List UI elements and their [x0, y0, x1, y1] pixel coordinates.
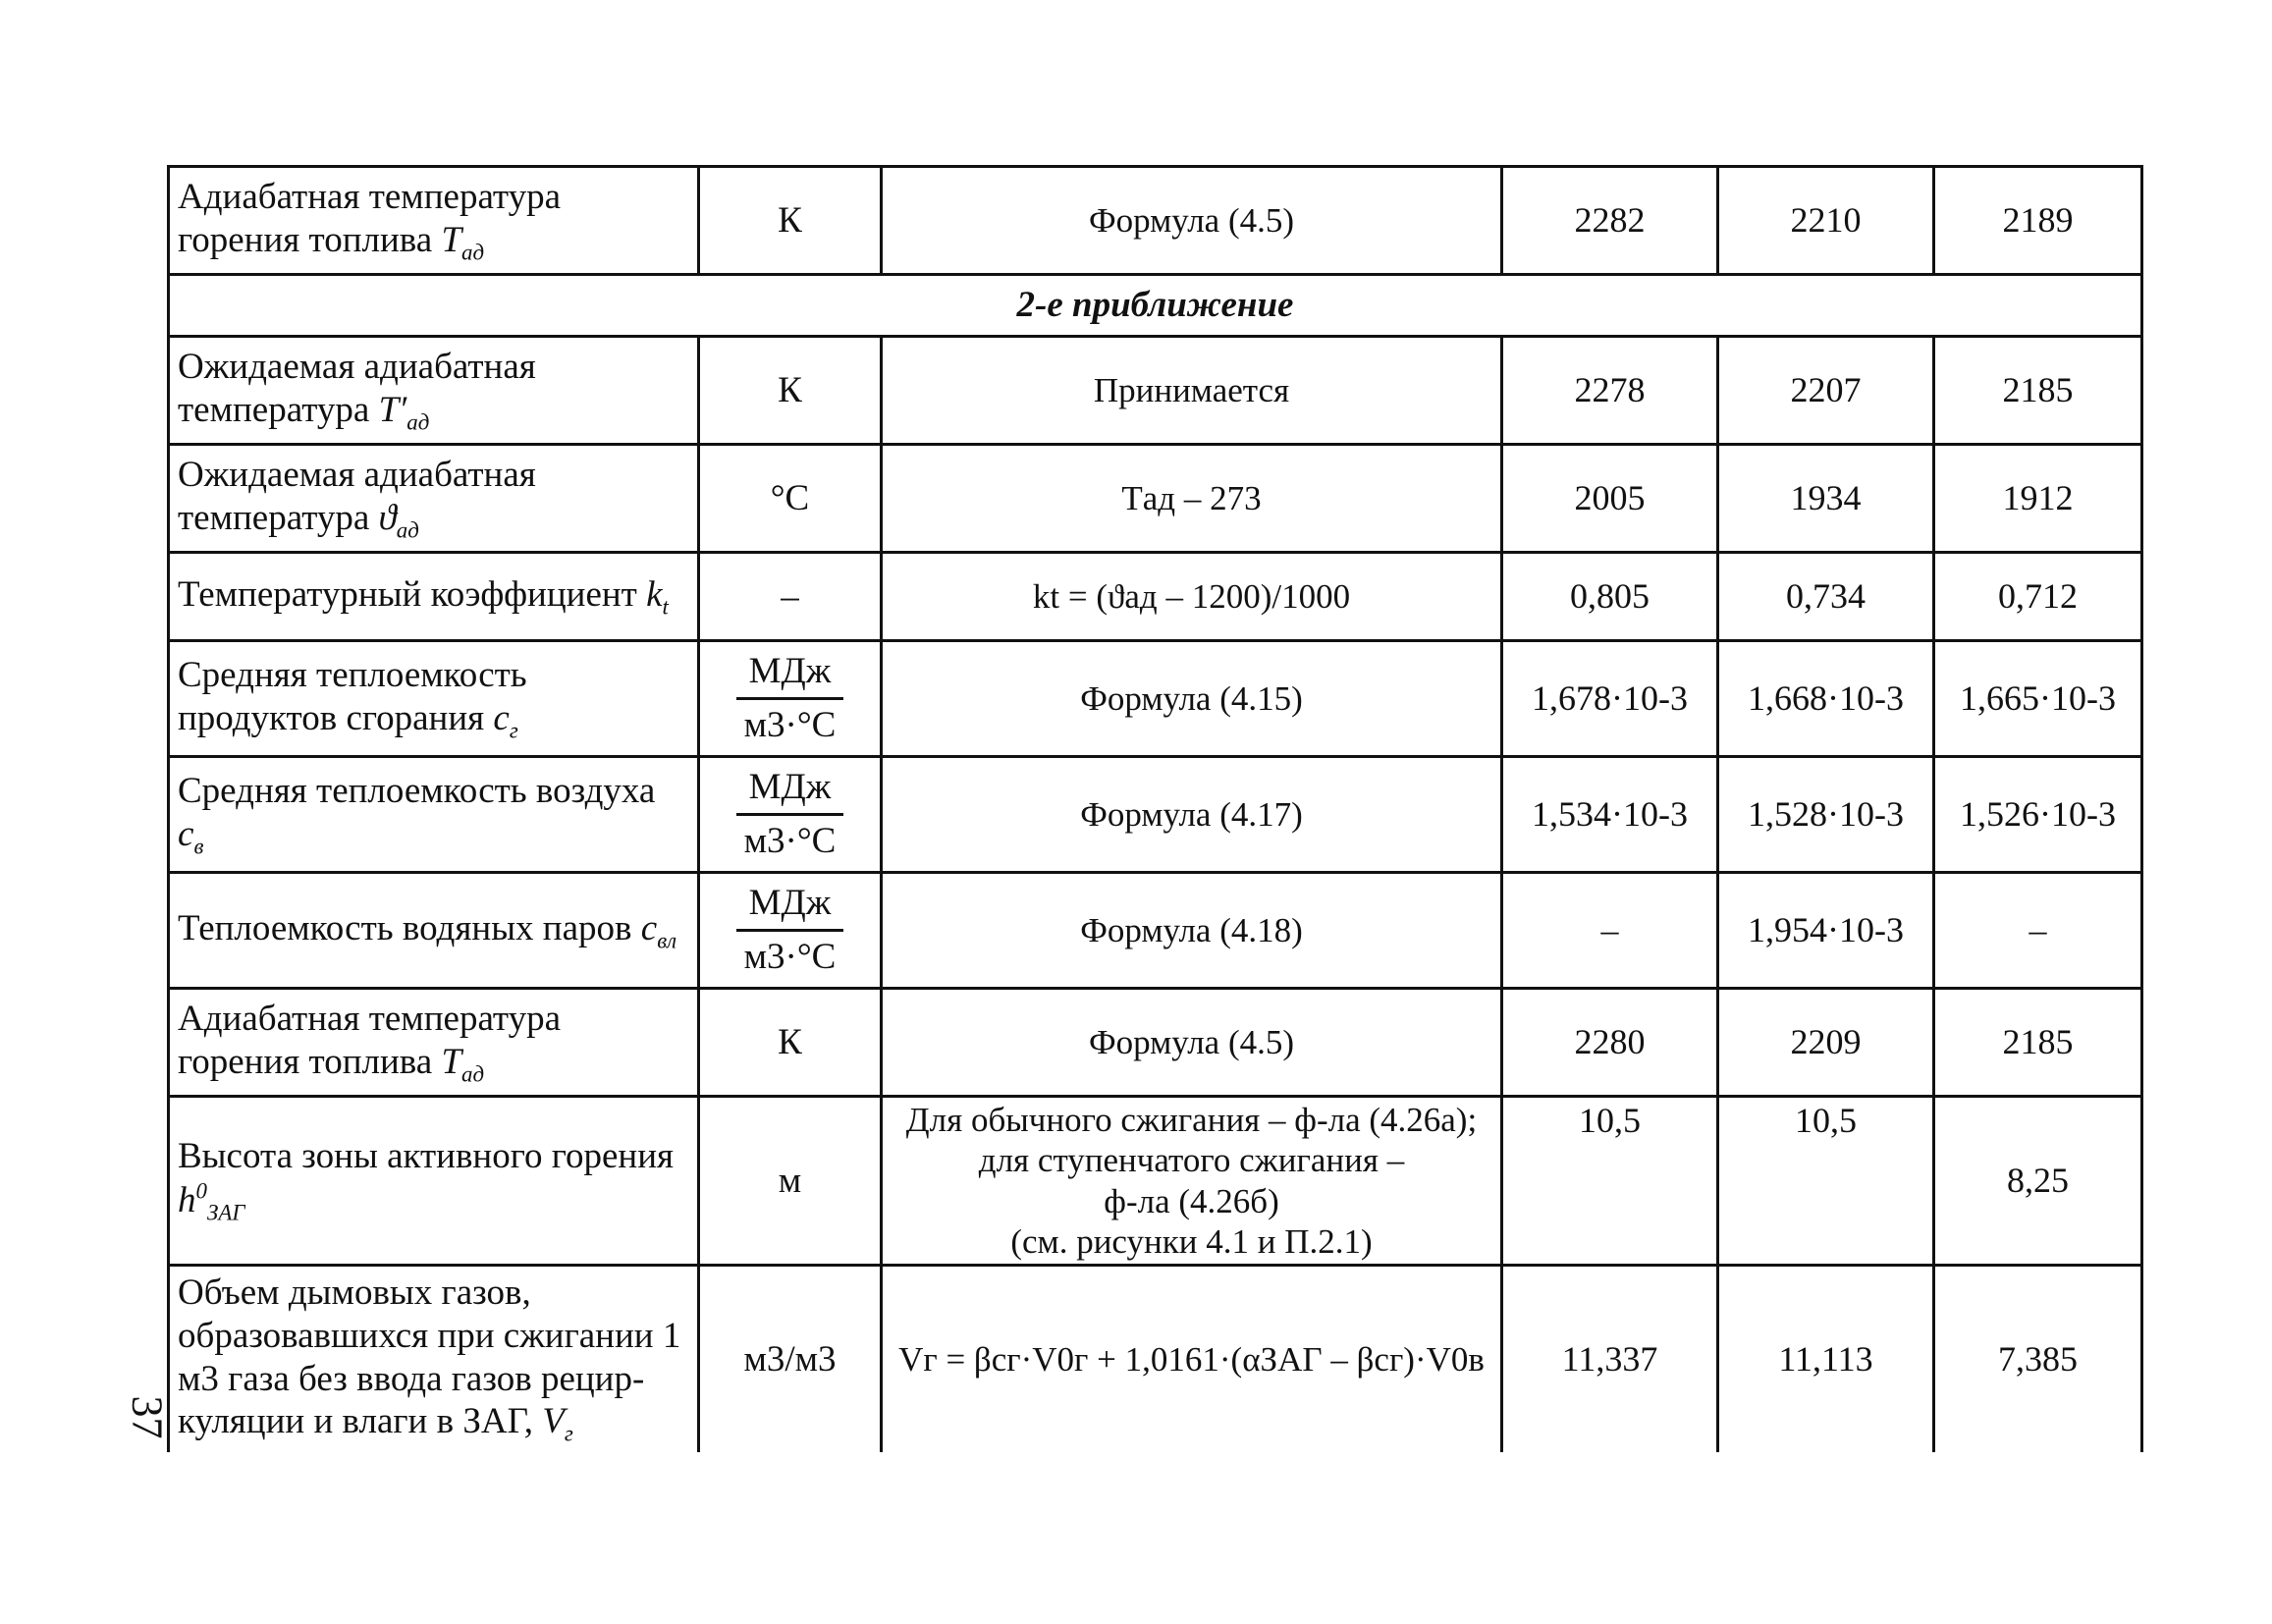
unit-cell: К: [699, 989, 882, 1097]
value-cell: 1,668·10-3: [1718, 641, 1934, 757]
parameter-symbol: $T_{ад}$: [441, 1041, 485, 1086]
unit-fraction: $\frac{\text{МДж}}{м3\cdot^\circ С}$: [736, 882, 844, 978]
method-cell: kt = (ϑад – 1200)/1000: [882, 553, 1502, 641]
parameter-name: Адиабатная температура горения топлива: [178, 998, 562, 1082]
parameter-name: Объем дымовых газов, образовавшихся при сжигании 1 м3 газа без ввода газов рецир-куляции и влаги в ЗАГ,: [178, 1272, 681, 1442]
parameter-cell: [169, 641, 699, 757]
value-cell: 7,385: [1934, 1266, 2142, 1452]
method-cell: Формула (4.15): [882, 641, 1502, 757]
value-cell: 2189: [1934, 167, 2142, 275]
parameter-cell: [169, 167, 699, 275]
parameter-symbol: $c_г$: [493, 697, 518, 742]
method-cell: Формула (4.5): [882, 167, 1502, 275]
method-line: ф-ла (4.26б): [1104, 1181, 1279, 1220]
unit-cell: м: [699, 1097, 882, 1266]
value-cell: 1,954·10-3: [1718, 873, 1934, 989]
table-row: [169, 445, 2142, 553]
unit-cell: °С: [699, 445, 882, 553]
parameter-name: Адиабатная температура горения топлива: [178, 176, 562, 260]
method-cell: Vг = βсг·V0г + 1,0161·(αЗАГ – βсг)·V0в: [882, 1266, 1502, 1452]
table-row: [169, 873, 2142, 989]
table-row: [169, 757, 2142, 873]
value-cell: 2209: [1718, 989, 1934, 1097]
unit-cell: [699, 641, 882, 757]
unit-fraction: $\frac{\text{МДж}}{м3\cdot^\circ С}$: [736, 766, 844, 862]
method-cell: Формула (4.17): [882, 757, 1502, 873]
parameter-name: Высота зоны активного горения: [178, 1136, 675, 1177]
parameter-cell: [169, 873, 699, 989]
unit-cell: К: [699, 337, 882, 445]
value-cell: 2185: [1934, 337, 2142, 445]
value-cell: 2005: [1502, 445, 1718, 553]
parameter-cell: [169, 757, 699, 873]
value-cell: 1,678·10-3: [1502, 641, 1718, 757]
unit-cell: [699, 873, 882, 989]
value-cell: 1,665·10-3: [1934, 641, 2142, 757]
value-cell: 2207: [1718, 337, 1934, 445]
method-cell: Принимается: [882, 337, 1502, 445]
parameter-name: Средняя теплоемкость продуктов сгорания: [178, 654, 527, 738]
calculation-table: [167, 165, 2143, 1452]
parameter-symbol: $ϑ_{ад}$: [378, 497, 419, 542]
parameter-name: Температурный коэффициент: [178, 573, 637, 615]
parameter-cell: [169, 337, 699, 445]
value-cell: 0,734: [1718, 553, 1934, 641]
value-cell: 2185: [1934, 989, 2142, 1097]
value-cell: 1912: [1934, 445, 2142, 553]
value-cell: 11,337: [1502, 1266, 1718, 1452]
value-cell: 1934: [1718, 445, 1934, 553]
parameter-name: Ожидаемая адиабатная температура: [178, 346, 536, 430]
value-cell: –: [1934, 873, 2142, 989]
table-row: [169, 337, 2142, 445]
unit-cell: [699, 757, 882, 873]
unit-cell: –: [699, 553, 882, 641]
section-label: 2-е приближение: [169, 275, 2142, 337]
method-line: Для обычного сжигания – ф-ла (4.26а);: [905, 1101, 1478, 1139]
method-cell: [882, 1097, 1502, 1266]
value-cell: 1,526·10-3: [1934, 757, 2142, 873]
parameter-symbol: $c_{вл}$: [640, 907, 677, 953]
value-cell: 1,528·10-3: [1718, 757, 1934, 873]
table-row: [169, 1266, 2142, 1452]
section-header-row: [169, 275, 2142, 337]
value-cell: 2210: [1718, 167, 1934, 275]
value-cell: 8,25: [1934, 1097, 2142, 1266]
table-row: [169, 641, 2142, 757]
table-row: [169, 553, 2142, 641]
method-cell: Формула (4.18): [882, 873, 1502, 989]
value-cell: –: [1502, 873, 1718, 989]
parameter-cell: [169, 989, 699, 1097]
parameter-cell: [169, 553, 699, 641]
value-cell: 2278: [1502, 337, 1718, 445]
value-cell: 0,805: [1502, 553, 1718, 641]
parameter-symbol: $T_{ад}$: [441, 219, 485, 264]
parameter-symbol: $h^0_{ЗАГ}$: [178, 1179, 245, 1225]
unit-cell: К: [699, 167, 882, 275]
method-cell: Tад – 273: [882, 445, 1502, 553]
value-cell: 11,113: [1718, 1266, 1934, 1452]
parameter-cell: [169, 1097, 699, 1266]
parameter-cell: [169, 445, 699, 553]
method-line: для ступенчатого сжигания –: [978, 1141, 1405, 1180]
parameter-name: Ожидаемая адиабатная температура: [178, 454, 536, 538]
unit-fraction: $\frac{\text{МДж}}{м3\cdot^\circ С}$: [736, 650, 844, 746]
table-row: [169, 167, 2142, 275]
parameter-symbol: $c_в$: [178, 813, 204, 858]
parameter-name: Теплоемкость водяных паров: [178, 907, 632, 948]
method-cell: Формула (4.5): [882, 989, 1502, 1097]
parameter-name: Средняя теплоемкость воздуха: [178, 770, 656, 811]
page-number: 37: [123, 1395, 172, 1439]
value-cell: 2282: [1502, 167, 1718, 275]
value-cell: 2280: [1502, 989, 1718, 1097]
value-cell: 10,5: [1502, 1097, 1718, 1266]
table-row: [169, 1097, 2142, 1266]
parameter-symbol: $T'_{ад}$: [378, 389, 430, 434]
table-row: [169, 989, 2142, 1097]
value-cell: 0,712: [1934, 553, 2142, 641]
parameter-symbol: $k_t$: [646, 573, 669, 620]
unit-cell: м3/м3: [699, 1266, 882, 1452]
value-cell: 1,534·10-3: [1502, 757, 1718, 873]
parameter-symbol: $V_г$: [542, 1401, 573, 1446]
value-cell: 10,5: [1718, 1097, 1934, 1266]
method-line: (см. рисунки 4.1 и П.2.1): [1010, 1221, 1373, 1261]
parameter-cell: [169, 1266, 699, 1452]
